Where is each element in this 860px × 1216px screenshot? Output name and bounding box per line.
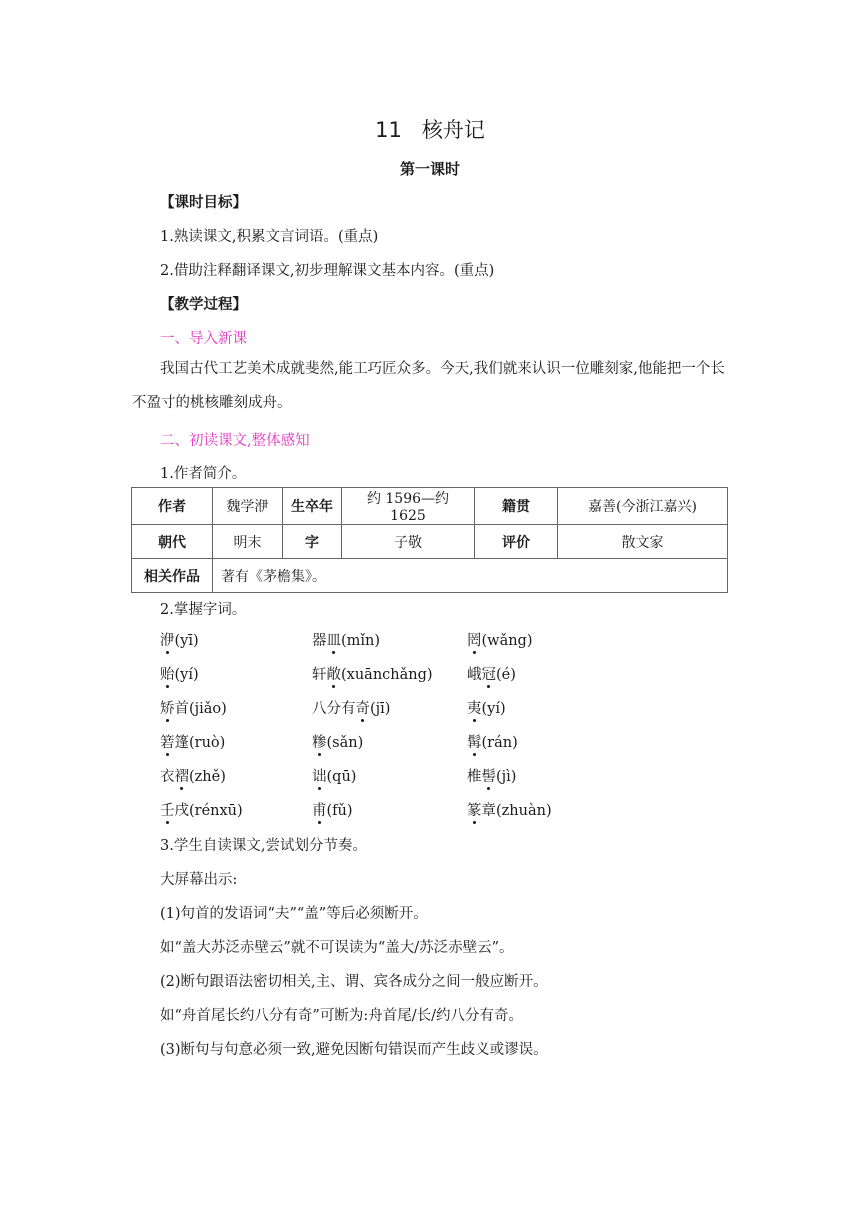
author-info-table: [131, 487, 728, 593]
vocab-row: [160, 656, 720, 690]
rule-1: (1)句首的发语词“夫”“盖”等后必须断开。: [160, 906, 428, 922]
vocab-row: [160, 758, 720, 792]
vocab-item: [312, 629, 467, 650]
vocab-emphasized-char: 髯: [467, 731, 482, 752]
vocab-emphasized-char: 贻: [160, 663, 175, 684]
table-header-cell: 字: [283, 525, 342, 559]
vocab-emphasized-char: 奇: [356, 697, 371, 718]
vocab-pinyin: 章(zhuàn): [481, 802, 552, 819]
vocab-item: [312, 663, 467, 684]
vocab-emphasized-char: 甫: [312, 799, 327, 820]
vocab-prefix: 八分有: [312, 700, 356, 717]
vocab-item: [467, 663, 667, 684]
vocab-row: [160, 690, 720, 724]
vocab-heading: 2.掌握字词。: [160, 602, 247, 618]
vocab-pinyin: 戌(rénxū): [174, 802, 243, 819]
table-header-cell: 朝代: [132, 525, 213, 559]
vocab-item: [467, 799, 667, 820]
vocab-pinyin: (xuānchǎng): [341, 666, 433, 683]
objective-item-2: 2.借助注释翻译课文,初步理解课文基本内容。(重点): [160, 263, 495, 279]
vocab-grid: [160, 622, 720, 826]
vocab-item: [160, 765, 312, 786]
vocab-emphasized-char: 褶: [175, 765, 190, 786]
vocab-item: [467, 697, 667, 718]
vocab-pinyin: (wǎng): [481, 632, 533, 649]
vocab-prefix: 轩: [312, 666, 327, 683]
vocab-emphasized-char: 皿: [327, 629, 342, 650]
vocab-pinyin: (qū): [326, 768, 357, 785]
table-header-cell: 相关作品: [132, 559, 213, 593]
vocab-emphasized-char: 糁: [312, 731, 327, 752]
vocab-prefix: 器: [312, 632, 327, 649]
vocab-pinyin: (é): [496, 666, 516, 683]
vocab-item: [467, 765, 667, 786]
vocab-prefix: 衣: [160, 768, 175, 785]
vocab-pinyin: (yí): [174, 666, 199, 683]
vocab-item: [312, 731, 467, 752]
vocab-emphasized-char: 罔: [467, 629, 482, 650]
vocab-pinyin: (mǐn): [341, 632, 381, 649]
vocab-item: [160, 799, 312, 820]
table-cell: 散文家: [558, 525, 728, 559]
vocab-pinyin: (jì): [496, 768, 517, 785]
vocab-pinyin: 篷(ruò): [174, 734, 226, 751]
vocab-prefix: 峨: [467, 666, 482, 683]
process-heading: 【教学过程】: [160, 297, 247, 313]
vocab-item: [467, 731, 667, 752]
vocab-pinyin: (sǎn): [326, 734, 364, 751]
intro-paragraph: 我国古代工艺美术成就斐然,能工巧匠众多。今天,我们就来认识一位雕刻家,他能把一个长不盈寸的桃核雕刻成舟。: [132, 361, 725, 411]
vocab-pinyin: (zhě): [189, 768, 226, 785]
vocab-pinyin: (jī): [370, 700, 391, 717]
vocab-item: [312, 697, 467, 718]
rule-2-example: 如“舟首尾长约八分有奇”可断为:舟首尾/长/约八分有奇。: [160, 1008, 523, 1024]
lesson-title-text: 核舟记: [421, 118, 485, 142]
vocab-emphasized-char: 敞: [327, 663, 342, 684]
lesson-title: [0, 114, 860, 144]
table-row: [132, 559, 728, 593]
vocab-emphasized-char: 矫: [160, 697, 175, 718]
vocab-emphasized-char: 箬: [160, 731, 175, 752]
vocab-row: [160, 622, 720, 656]
table-row: [132, 488, 728, 525]
rule-2: (2)断句跟语法密切相关,主、谓、宾各成分之间一般应断开。: [160, 974, 548, 990]
table-cell: 嘉善(今浙江嘉兴): [558, 488, 728, 525]
vocab-item: [160, 629, 312, 650]
table-cell: 约 1596—约 1625: [342, 488, 475, 525]
vocab-row: [160, 724, 720, 758]
vocab-emphasized-char: 壬: [160, 799, 175, 820]
table-cell: 魏学洢: [213, 488, 283, 525]
objective-item-1: 1.熟读课文,积累文言词语。(重点): [160, 229, 379, 245]
vocab-item: [160, 663, 312, 684]
vocab-emphasized-char: 诎: [312, 765, 327, 786]
reading-task: 3.学生自读课文,尝试划分节奏。: [160, 838, 367, 854]
author-intro-label: 1.作者简介。: [160, 466, 247, 482]
table-header-cell: 作者: [132, 488, 213, 525]
vocab-pinyin: 首(jiǎo): [174, 700, 227, 717]
vocab-item: [160, 697, 312, 718]
vocab-item: [160, 731, 312, 752]
vocab-item: [312, 765, 467, 786]
vocab-pinyin: (rán): [481, 734, 518, 751]
table-cell: 子敬: [342, 525, 475, 559]
vocab-emphasized-char: 冠: [482, 663, 497, 684]
table-row: [132, 525, 728, 559]
vocab-emphasized-char: 洢: [160, 629, 175, 650]
vocab-prefix: 椎: [467, 768, 482, 785]
screen-label: 大屏幕出示:: [160, 872, 238, 888]
vocab-item: [312, 799, 467, 820]
table-header-cell: 生卒年: [283, 488, 342, 525]
section-2-heading: 二、初读课文,整体感知: [160, 433, 310, 449]
table-cell: 著有《茅檐集》。: [213, 559, 728, 593]
rule-3: (3)断句与句意必须一致,避免因断句错误而产生歧义或谬误。: [160, 1042, 548, 1058]
section-1-heading: 一、导入新课: [160, 331, 247, 347]
table-header-cell: 评价: [475, 525, 558, 559]
vocab-emphasized-char: 篆: [467, 799, 482, 820]
lesson-subtitle: 第一课时: [399, 160, 460, 178]
lesson-number: 11: [375, 118, 402, 142]
objectives-heading: 【课时目标】: [160, 195, 247, 211]
vocab-pinyin: (yí): [481, 700, 506, 717]
vocab-pinyin: (yī): [174, 632, 199, 649]
vocab-pinyin: (fǔ): [326, 802, 353, 819]
vocab-row: [160, 792, 720, 826]
table-cell: 明末: [213, 525, 283, 559]
vocab-emphasized-char: 夷: [467, 697, 482, 718]
table-header-cell: 籍贯: [475, 488, 558, 525]
rule-1-example: 如“盖大苏泛赤壁云”就不可误读为“盖大/苏泛赤壁云”。: [160, 940, 514, 956]
vocab-emphasized-char: 髻: [482, 765, 497, 786]
vocab-item: [467, 629, 667, 650]
